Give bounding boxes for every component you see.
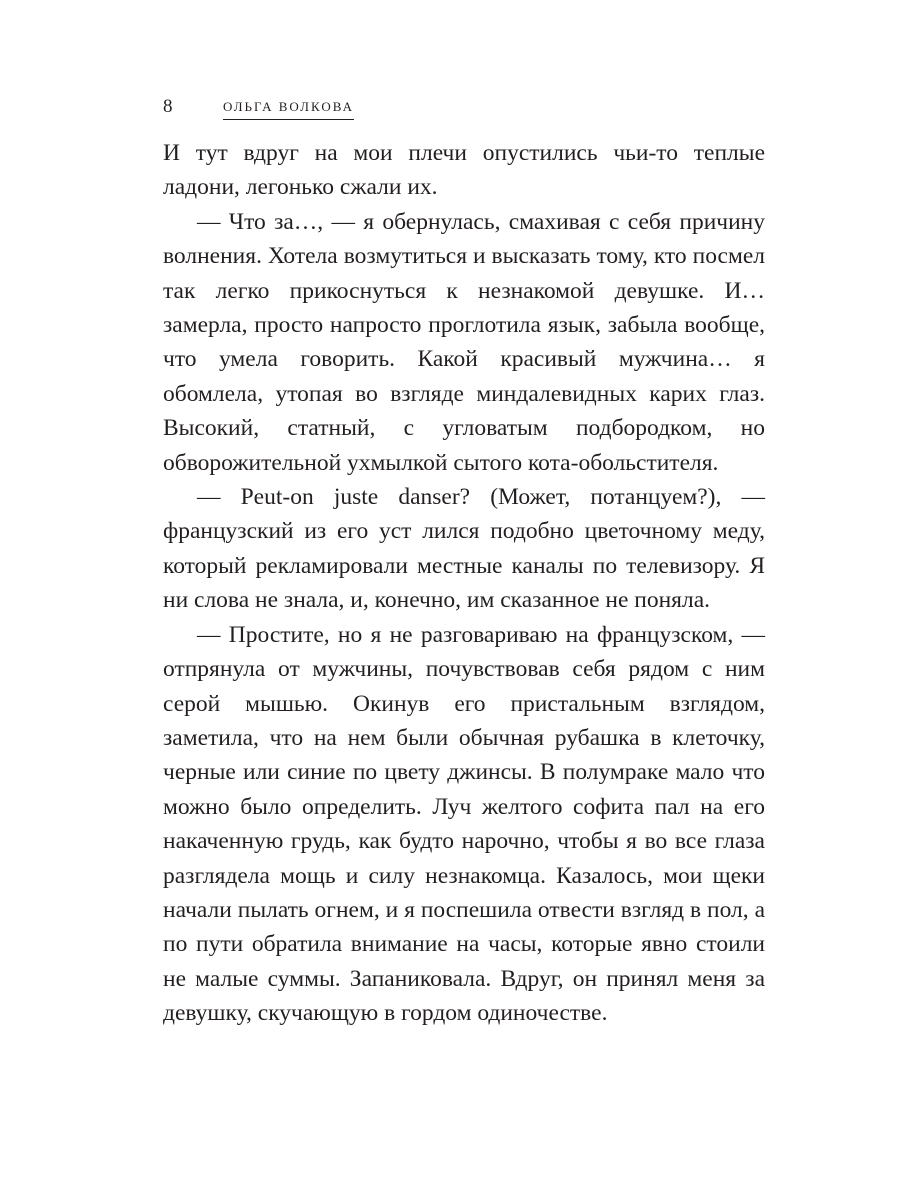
paragraph-3: — Peut-on juste danser? (Может, потанцуем?), — французский из его уст лился подобно цветочному меду, который рекламировали местные каналы по телевизору. Я ни слова не знала, и, конечно, им сказанное не поняла. bbox=[163, 484, 765, 614]
paragraph-1: И тут вдруг на мои плечи опустились чьи-то теплые ладони, легонько сжали их. bbox=[163, 140, 765, 201]
paragraph-4: — Простите, но я не разговариваю на французском, — отпрянула от мужчины, почувствовав себя рядом с ним серой мышью. Окинув его пристальным взглядом, заметила, что на нем были обычная рубашка в клеточку, черные или синие по цвету джинсы. В полумраке мало что можно было определить. Луч желтого софита пал на его накаченную грудь, как будто нарочно, чтобы я во все глаза разглядела мощь и силу незнакомца. Казалось, мои щеки начали пылать огнем, и я поспешила отвести взгляд в пол, а по пути обратила внимание на часы, которые явно стоили не малые суммы. Запаниковала. Вдруг, он принял меня за девушку, скучающую в гордом одиночестве. bbox=[163, 621, 765, 1027]
page-number: 8 bbox=[163, 96, 173, 117]
running-head-author: ОЛЬГА ВОЛКОВА bbox=[223, 98, 354, 120]
paragraph-2: — Что за…, — я обернулась, смахивая с себя причину волнения. Хотела возмутиться и высказать тому, кто посмел так легко прикоснуться к незнакомой девушке. И… замерла, просто напросто проглотила язык, забыла вообще, что умела говорить. Какой красивый мужчина… я обомлела, утопая во взгляде миндалевидных карих глаз. Высокий, статный, с угловатым подбородком, но обворожительной ухмылкой сытого кота-обольстителя. bbox=[163, 208, 765, 476]
body-text bbox=[163, 136, 765, 1031]
running-head bbox=[163, 96, 763, 122]
